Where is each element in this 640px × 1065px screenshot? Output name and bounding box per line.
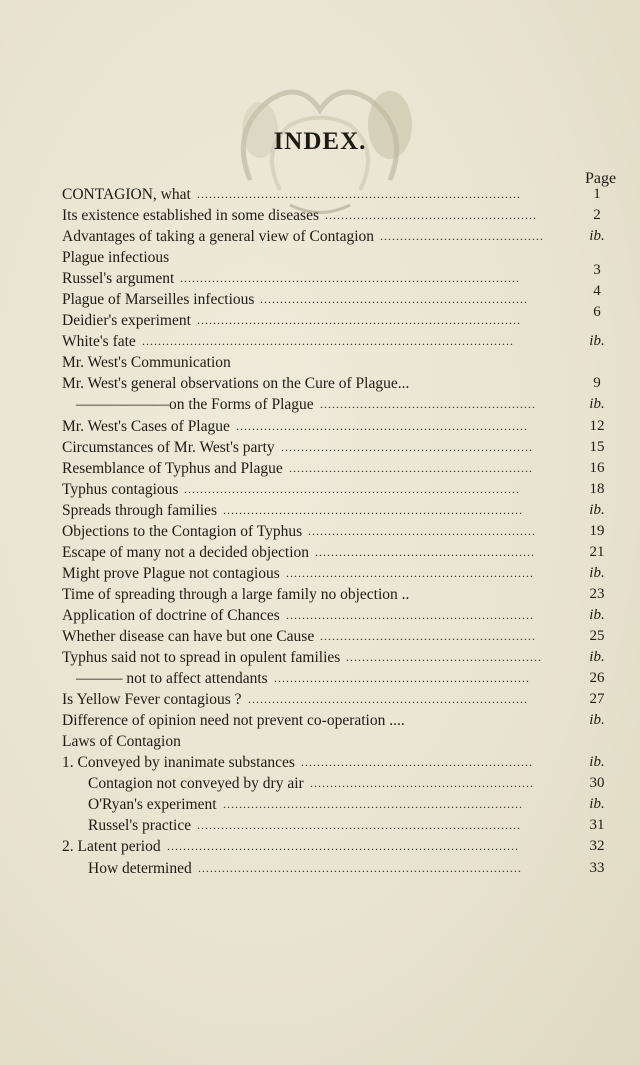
entry-page-number: 12 xyxy=(589,417,605,434)
entry-label: Laws of Contagion xyxy=(62,733,181,751)
entry-page-number: 31 xyxy=(589,817,605,834)
entry-label: Typhus said not to spread in opulent families xyxy=(62,649,341,667)
index-entry xyxy=(62,647,612,668)
index-entry xyxy=(62,689,612,710)
entry-label: Plague infectious xyxy=(62,249,170,267)
entry-label: Spreads through families xyxy=(62,501,217,519)
entry-label: Might prove Plague not contagious xyxy=(62,564,280,582)
entry-page-number: 9 xyxy=(593,375,601,392)
page-column-header: Page xyxy=(585,170,617,187)
leader-dots: ........................................................................... xyxy=(223,797,523,812)
entry-page-number: 19 xyxy=(589,522,605,539)
leader-dots: ................................................................................. xyxy=(197,818,521,833)
entry-page-number: 2 xyxy=(593,207,601,224)
entry-label: Deidier's experiment xyxy=(62,312,191,330)
entry-label: Mr. West's Cases of Plague xyxy=(62,417,230,435)
leader-dots: ........................................................................................ xyxy=(167,839,519,854)
page-title: INDEX. xyxy=(273,128,367,155)
entry-label: Application of doctrine of Chances xyxy=(62,606,280,624)
index-entry xyxy=(62,184,612,205)
entry-page-number: 21 xyxy=(589,543,605,560)
leader-dots: .......................................................... xyxy=(301,755,533,770)
entry-page-number: 1 xyxy=(593,186,601,202)
leader-dots: ......................................... xyxy=(380,229,544,244)
index-entries xyxy=(62,184,612,879)
entry-label: O'Ryan's experiment xyxy=(88,796,217,814)
index-entry xyxy=(62,752,612,773)
entry-page-number: ib. xyxy=(589,712,605,729)
leader-dots: ........................................................................... xyxy=(223,502,523,517)
leader-dots: ............................................................. xyxy=(289,460,533,475)
leader-dots: .............................................................. xyxy=(286,607,534,622)
entry-label: Objections to the Contagion of Typhus xyxy=(62,522,303,540)
entry-label: Advantages of taking a general view of Contagion xyxy=(62,228,375,246)
leader-dots: ................................................................................. xyxy=(197,187,521,201)
leader-dots: ...................................................... xyxy=(320,628,536,643)
entry-page-number: 33 xyxy=(589,859,605,876)
index-entry xyxy=(62,262,612,289)
leader-dots: ......................................................... xyxy=(308,523,536,538)
leader-dots: ..................................................... xyxy=(325,208,537,223)
index-entry xyxy=(62,373,612,394)
entry-page-number: ib. xyxy=(589,501,605,518)
entry-page-number: 25 xyxy=(589,627,605,644)
index-entry xyxy=(62,605,612,626)
entry-page-number: ib. xyxy=(589,333,605,350)
index-entry xyxy=(62,858,612,879)
index-entry xyxy=(62,226,612,247)
leader-dots: ............................................................................................. xyxy=(142,334,514,349)
index-entry xyxy=(62,542,612,563)
entry-label: Typhus contagious xyxy=(62,480,179,498)
entry-page-number: 18 xyxy=(589,480,605,497)
index-entry xyxy=(62,794,612,815)
index-entry xyxy=(62,500,612,521)
index-entry xyxy=(62,331,612,352)
entry-page-number: 30 xyxy=(589,775,605,792)
entry-label: Russel's practice xyxy=(88,817,192,835)
entry-page-number: ib. xyxy=(589,754,605,771)
leader-dots: ............................................................... xyxy=(281,439,533,454)
index-entry xyxy=(62,416,612,437)
entry-page-number: 32 xyxy=(589,838,605,855)
index-entry xyxy=(62,283,612,310)
leader-dots: ................................................. xyxy=(346,650,542,665)
entry-page-number: 15 xyxy=(589,438,605,455)
entry-label: Is Yellow Fever contagious ? xyxy=(62,691,242,709)
leader-dots: ................................................................................. xyxy=(197,313,521,328)
entry-label: Mr. West's Communication xyxy=(62,354,231,372)
index-entry xyxy=(62,626,612,647)
index-entry xyxy=(62,247,612,268)
entry-label: CONTAGION, what xyxy=(62,186,191,203)
entry-label: Difference of opinion need not prevent co-operation .... xyxy=(62,712,405,730)
leader-dots: ........................................................ xyxy=(310,776,534,791)
entry-page-number: 6 xyxy=(593,304,601,321)
entry-label: Mr. West's general observations on the Cure of Plague... xyxy=(62,375,410,393)
entry-page-number: ib. xyxy=(589,228,605,245)
entry-label: ——————on the Forms of Plague xyxy=(76,396,314,414)
entry-page-number: ib. xyxy=(589,606,605,623)
entry-page-number: ib. xyxy=(589,564,605,581)
entry-page-number: ib. xyxy=(589,396,605,413)
index-entry xyxy=(62,773,612,794)
index-entry xyxy=(62,352,612,373)
leader-dots: ..................................................................................... xyxy=(180,271,520,286)
leader-dots: ......................................................................... xyxy=(236,418,528,433)
index-entry xyxy=(62,710,612,731)
index-entry xyxy=(62,304,612,331)
leader-dots: ...................................................... xyxy=(320,397,536,412)
entry-page-number: 23 xyxy=(589,585,605,602)
entry-label: ——— not to affect attendants xyxy=(76,670,268,688)
index-entry xyxy=(62,836,612,857)
entry-label: Plague of Marseilles infectious xyxy=(62,291,255,309)
entry-page-number: 16 xyxy=(589,459,605,476)
entry-label: Resemblance of Typhus and Plague xyxy=(62,459,283,477)
leader-dots: ....................................................... xyxy=(315,544,535,559)
entry-page-number: 27 xyxy=(589,691,605,708)
index-entry xyxy=(62,668,612,689)
index-entry xyxy=(62,458,612,479)
entry-label: Whether disease can have but one Cause xyxy=(62,627,315,645)
index-entry xyxy=(62,731,612,752)
entry-page-number: 3 xyxy=(593,262,601,279)
index-entry xyxy=(62,584,612,605)
leader-dots: ................................................................................. xyxy=(198,860,522,875)
entry-page-number: ib. xyxy=(589,796,605,813)
index-entry xyxy=(62,205,612,226)
entry-label: Contagion not conveyed by dry air xyxy=(88,775,304,793)
entry-label: White's fate xyxy=(62,333,136,351)
leader-dots: ................................................................... xyxy=(260,292,528,307)
index-entry xyxy=(62,437,612,458)
entry-label: 1. Conveyed by inanimate substances xyxy=(62,754,295,772)
entry-label: Its existence established in some diseases xyxy=(62,207,319,225)
entry-label: 2. Latent period xyxy=(62,838,161,856)
leader-dots: .............................................................. xyxy=(286,565,534,580)
index-entry xyxy=(62,563,612,584)
entry-label: Time of spreading through a large family no objection .. xyxy=(62,585,410,603)
entry-label: Escape of many not a decided objection xyxy=(62,543,310,561)
leader-dots: .................................................................................... xyxy=(184,481,520,496)
index-entry xyxy=(62,394,612,415)
index-entry xyxy=(62,815,612,836)
leader-dots: ................................................................ xyxy=(274,671,530,686)
entry-label: Circumstances of Mr. West's party xyxy=(62,438,275,456)
leader-dots: ...................................................................... xyxy=(248,692,528,707)
entry-label: How determined xyxy=(88,859,192,877)
entry-page-number: 4 xyxy=(593,283,601,300)
entry-label: Russel's argument xyxy=(62,270,175,288)
entry-page-number: ib. xyxy=(589,649,605,666)
index-entry xyxy=(62,479,612,500)
index-entry xyxy=(62,521,612,542)
entry-page-number: 26 xyxy=(589,670,605,687)
